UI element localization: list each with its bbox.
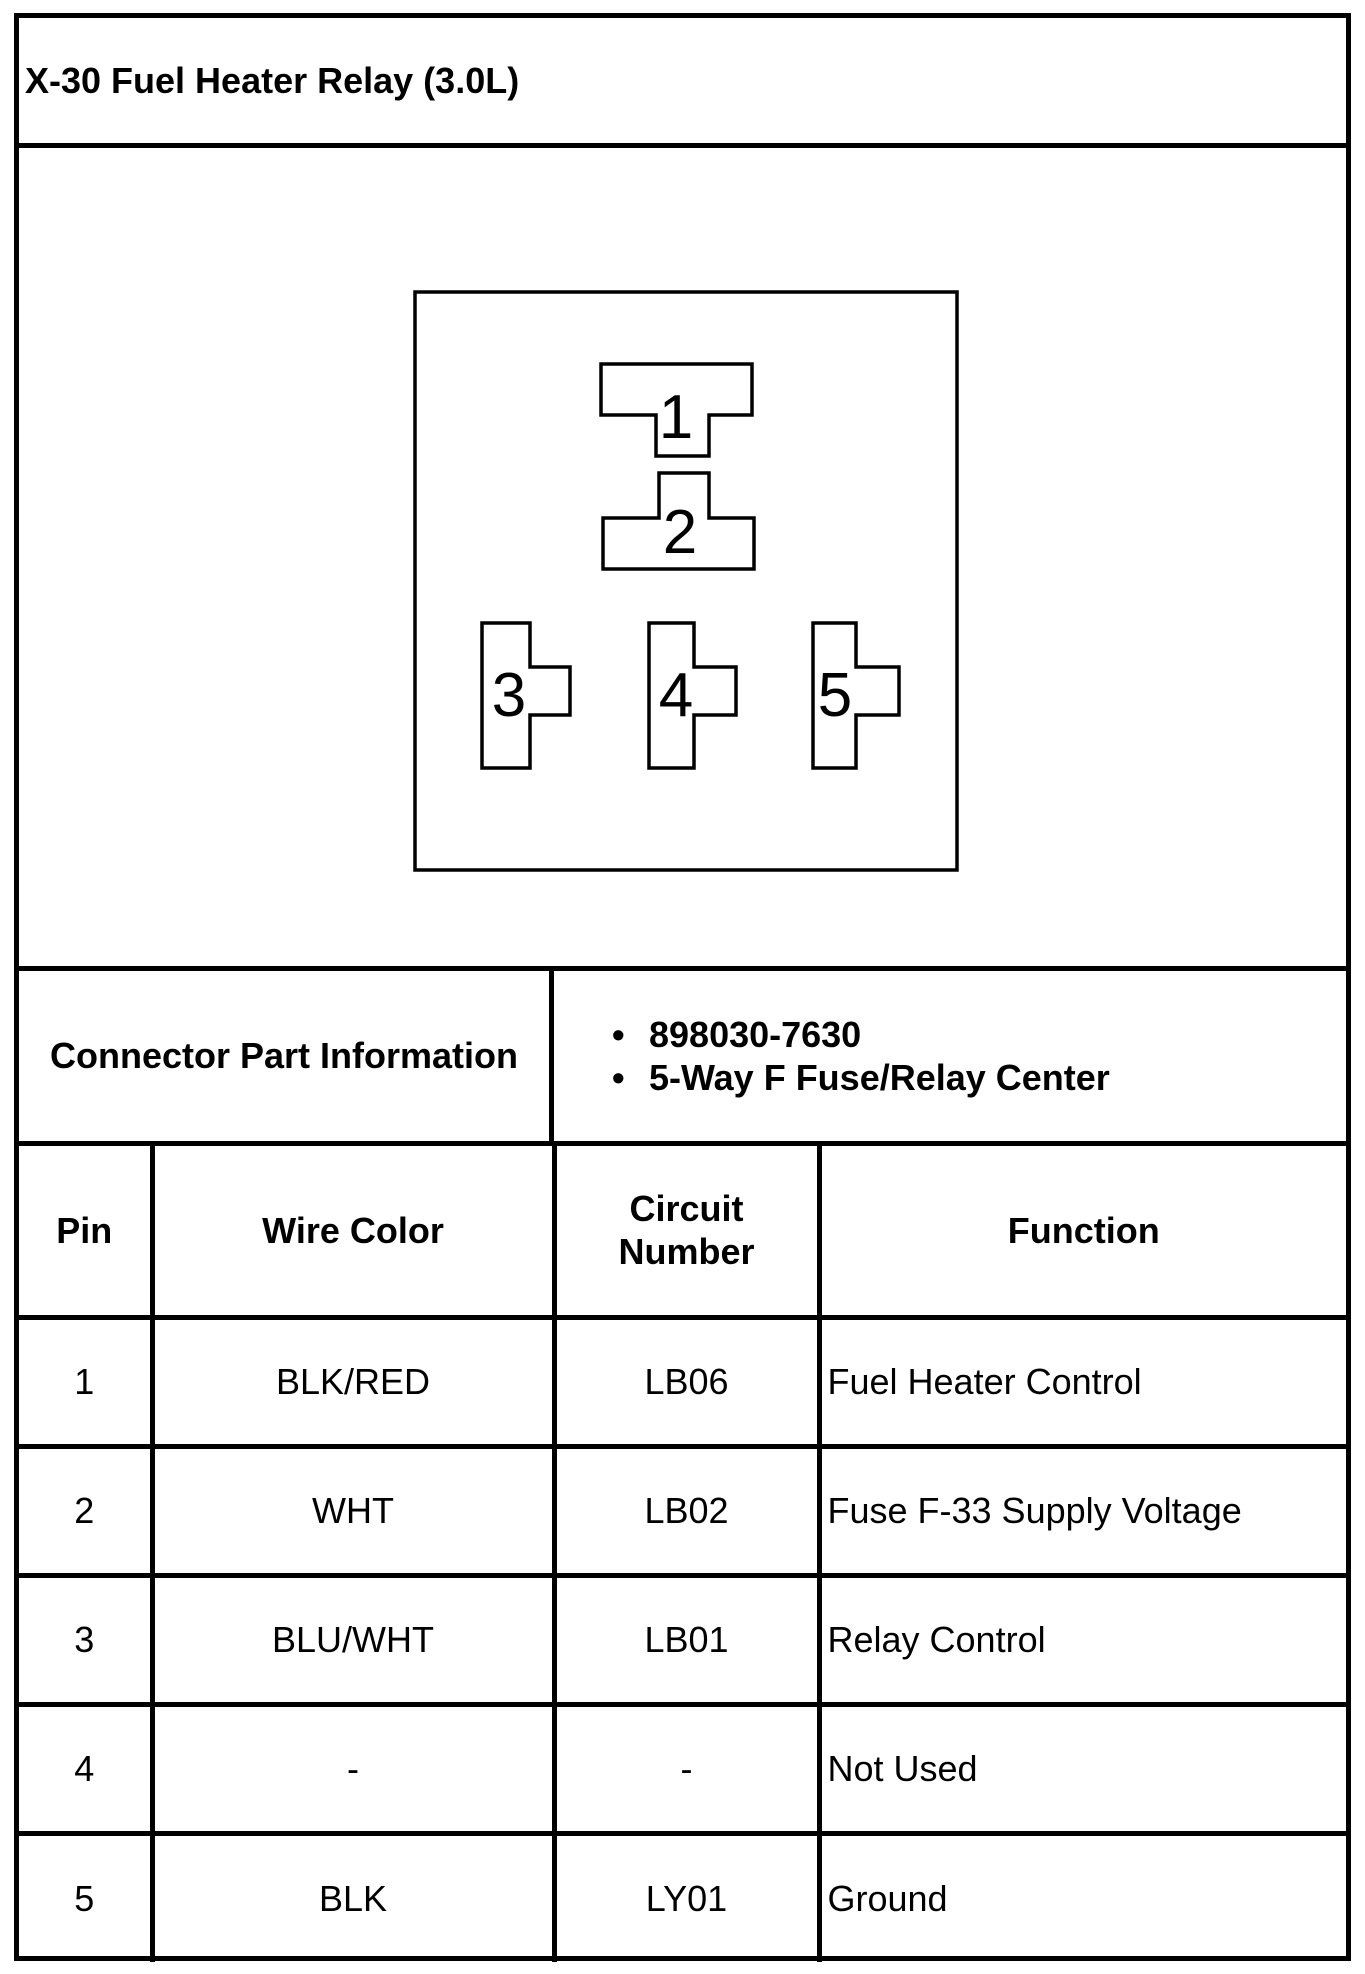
function-cell: Fuel Heater Control xyxy=(819,1317,1346,1446)
circuit-cell: LB06 xyxy=(554,1317,819,1446)
pin-cell: 5 xyxy=(19,1833,152,1962)
pin-cell: 2 xyxy=(19,1446,152,1575)
function-cell: Not Used xyxy=(819,1704,1346,1833)
pin-cell: 3 xyxy=(19,1575,152,1704)
pin-5-label: 5 xyxy=(817,661,853,730)
circuit-cell: LY01 xyxy=(554,1833,819,1962)
function-cell: Relay Control xyxy=(819,1575,1346,1704)
wire-color-cell: - xyxy=(152,1704,554,1833)
circuit-cell: - xyxy=(554,1704,819,1833)
wire-color-cell: BLK/RED xyxy=(152,1317,554,1446)
function-cell: Fuse F-33 Supply Voltage xyxy=(819,1446,1346,1575)
header-circuit-number xyxy=(554,1146,819,1317)
header-circuit-line2: Number xyxy=(618,1231,755,1273)
circuit-cell: LB02 xyxy=(554,1446,819,1575)
wire-color-cell: BLU/WHT xyxy=(152,1575,554,1704)
wire-color-cell: WHT xyxy=(152,1446,554,1575)
connector-part-info-list xyxy=(554,971,1346,1141)
header-circuit-line1: Circuit xyxy=(629,1188,744,1230)
connector-face-svg xyxy=(19,148,1346,966)
table-row xyxy=(19,1704,1346,1833)
part-description: 5-Way F Fuse/Relay Center xyxy=(649,1057,1110,1098)
bullet-icon: • xyxy=(612,1057,625,1098)
pin-3-label: 3 xyxy=(491,661,527,730)
bullet-icon: • xyxy=(612,1014,625,1055)
table-row xyxy=(19,1575,1346,1704)
circuit-cell: LB01 xyxy=(554,1575,819,1704)
part-description-item xyxy=(612,1056,1346,1099)
pin-cell: 4 xyxy=(19,1704,152,1833)
pin-4-label: 4 xyxy=(658,661,694,730)
connector-part-info-label: Connector Part Information xyxy=(19,971,554,1141)
function-cell: Ground xyxy=(827,1877,948,1919)
pin-table-header xyxy=(19,1146,1346,1317)
connector-part-info-row xyxy=(19,971,1346,1146)
part-number-item xyxy=(612,1013,1346,1056)
table-row xyxy=(19,1446,1346,1575)
pin-cell: 1 xyxy=(19,1317,152,1446)
connector-sheet xyxy=(14,13,1351,1961)
header-function: Function xyxy=(819,1146,1346,1317)
wire-color-cell: BLK xyxy=(152,1833,554,1962)
title-row xyxy=(19,18,1346,148)
pin-1-label: 1 xyxy=(658,383,694,452)
header-pin: Pin xyxy=(19,1146,152,1317)
pin-2-label: 2 xyxy=(662,498,698,567)
table-row xyxy=(19,1833,1346,1962)
connector-title: X-30 Fuel Heater Relay (3.0L) xyxy=(25,59,520,101)
part-number: 898030-7630 xyxy=(649,1014,862,1055)
connector-diagram xyxy=(19,148,1346,971)
table-row xyxy=(19,1317,1346,1446)
header-wire-color: Wire Color xyxy=(152,1146,554,1317)
pin-table xyxy=(19,1146,1346,1962)
